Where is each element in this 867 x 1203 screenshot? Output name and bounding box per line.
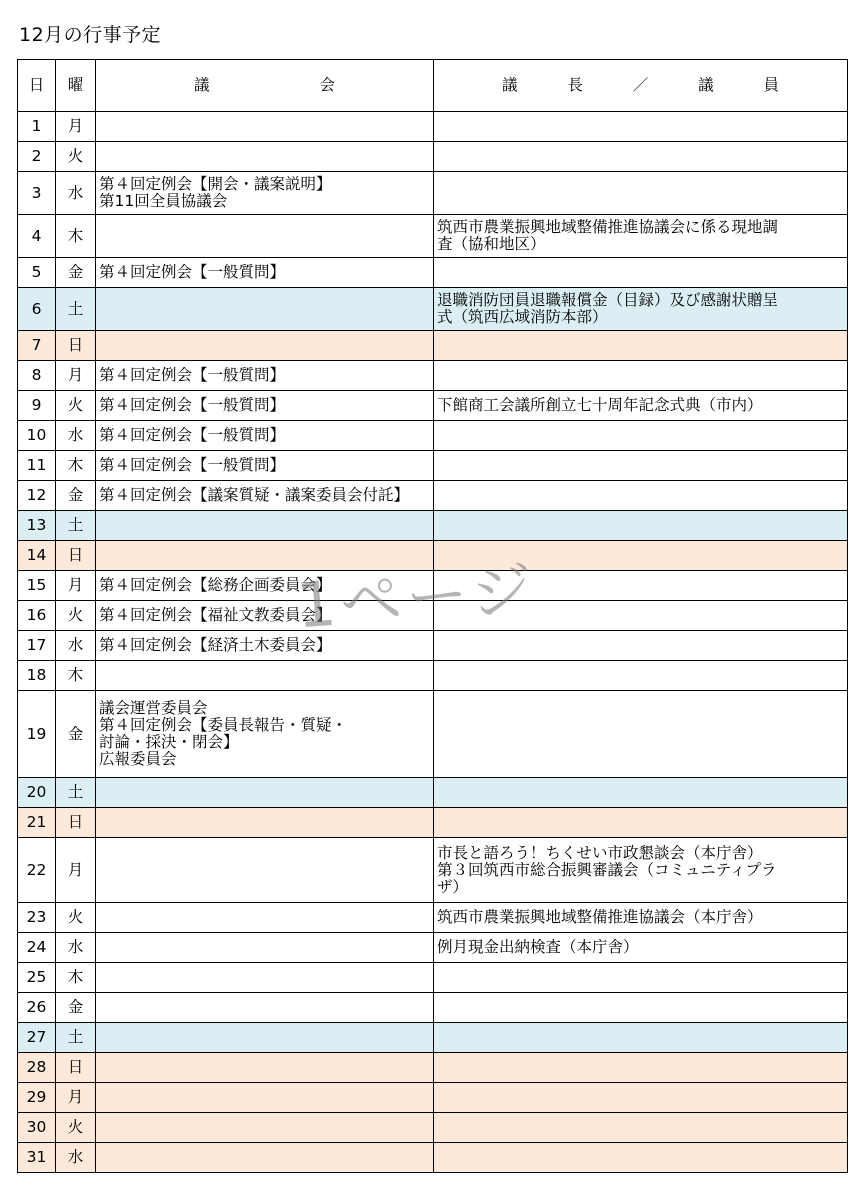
table-row bbox=[18, 1143, 848, 1173]
weekday-cell: 金 bbox=[56, 691, 96, 778]
day-cell: 26 bbox=[18, 993, 56, 1023]
weekday-cell: 月 bbox=[56, 571, 96, 601]
council-cell: 第４回定例会【一般質問】 bbox=[96, 451, 434, 481]
header-chair-member bbox=[434, 60, 848, 112]
table-row bbox=[18, 511, 848, 541]
weekday-cell: 日 bbox=[56, 808, 96, 838]
chair-member-cell bbox=[434, 963, 848, 993]
day-cell: 6 bbox=[18, 288, 56, 331]
weekday-cell: 火 bbox=[56, 142, 96, 172]
weekday-cell: 火 bbox=[56, 601, 96, 631]
weekday-cell: 木 bbox=[56, 451, 96, 481]
schedule-table bbox=[17, 59, 848, 1173]
weekday-cell: 水 bbox=[56, 933, 96, 963]
day-cell: 7 bbox=[18, 331, 56, 361]
day-cell: 30 bbox=[18, 1113, 56, 1143]
weekday-cell: 日 bbox=[56, 1053, 96, 1083]
table-row bbox=[18, 391, 848, 421]
table-row bbox=[18, 481, 848, 511]
chair-member-cell bbox=[434, 1083, 848, 1113]
day-cell: 17 bbox=[18, 631, 56, 661]
table-row bbox=[18, 571, 848, 601]
header-council bbox=[96, 60, 434, 112]
day-cell: 2 bbox=[18, 142, 56, 172]
chair-member-cell bbox=[434, 808, 848, 838]
chair-member-cell bbox=[434, 691, 848, 778]
table-row bbox=[18, 903, 848, 933]
weekday-cell: 月 bbox=[56, 1083, 96, 1113]
chair-member-cell bbox=[434, 993, 848, 1023]
day-cell: 16 bbox=[18, 601, 56, 631]
council-cell bbox=[96, 963, 434, 993]
weekday-cell: 火 bbox=[56, 903, 96, 933]
council-cell bbox=[96, 903, 434, 933]
header-council-part: 議 bbox=[193, 76, 210, 94]
council-cell: 第４回定例会【一般質問】 bbox=[96, 391, 434, 421]
day-cell: 10 bbox=[18, 421, 56, 451]
council-cell bbox=[96, 661, 434, 691]
day-cell: 9 bbox=[18, 391, 56, 421]
weekday-cell: 水 bbox=[56, 421, 96, 451]
chair-member-cell bbox=[434, 361, 848, 391]
table-row bbox=[18, 421, 848, 451]
table-row bbox=[18, 112, 848, 142]
chair-member-cell bbox=[434, 172, 848, 215]
chair-member-cell bbox=[434, 601, 848, 631]
council-cell: 第４回定例会【一般質問】 bbox=[96, 361, 434, 391]
table-row bbox=[18, 288, 848, 331]
council-cell bbox=[96, 1143, 434, 1173]
day-cell: 4 bbox=[18, 215, 56, 258]
council-cell bbox=[96, 288, 434, 331]
chair-member-cell bbox=[434, 258, 848, 288]
weekday-cell: 水 bbox=[56, 631, 96, 661]
header-chair-part: 議 bbox=[698, 76, 714, 94]
table-row bbox=[18, 451, 848, 481]
weekday-cell: 土 bbox=[56, 511, 96, 541]
table-row bbox=[18, 1113, 848, 1143]
weekday-cell: 土 bbox=[56, 1023, 96, 1053]
chair-member-cell: 市長と語ろう！ちくせい市政懇談会（本庁舎） 第３回筑西市総合振興審議会（コミュニティプラ ザ） bbox=[434, 838, 848, 903]
day-cell: 18 bbox=[18, 661, 56, 691]
council-cell bbox=[96, 838, 434, 903]
weekday-cell: 日 bbox=[56, 541, 96, 571]
table-row bbox=[18, 778, 848, 808]
weekday-cell: 月 bbox=[56, 112, 96, 142]
table-row bbox=[18, 215, 848, 258]
day-cell: 29 bbox=[18, 1083, 56, 1113]
chair-member-cell: 筑西市農業振興地域整備推進協議会（本庁舎） bbox=[434, 903, 848, 933]
chair-member-cell bbox=[434, 1023, 848, 1053]
table-row bbox=[18, 933, 848, 963]
council-cell bbox=[96, 331, 434, 361]
day-cell: 22 bbox=[18, 838, 56, 903]
chair-member-cell bbox=[434, 1113, 848, 1143]
weekday-cell: 月 bbox=[56, 361, 96, 391]
page-title: 12月の行事予定 bbox=[19, 24, 162, 46]
day-cell: 21 bbox=[18, 808, 56, 838]
day-cell: 23 bbox=[18, 903, 56, 933]
table-row bbox=[18, 808, 848, 838]
council-cell bbox=[96, 778, 434, 808]
chair-member-cell bbox=[434, 1053, 848, 1083]
council-cell: 第４回定例会【経済土木委員会】 bbox=[96, 631, 434, 661]
council-cell bbox=[96, 808, 434, 838]
day-cell: 14 bbox=[18, 541, 56, 571]
council-cell: 議会運営委員会 第４回定例会【委員長報告・質疑・ 討論・採決・閉会】 広報委員会 bbox=[96, 691, 434, 778]
chair-member-cell: 例月現金出納検査（本庁舎） bbox=[434, 933, 848, 963]
header-chair-part: 長 bbox=[567, 76, 583, 94]
header-day: 日 bbox=[18, 60, 56, 112]
council-cell bbox=[96, 1083, 434, 1113]
day-cell: 3 bbox=[18, 172, 56, 215]
day-cell: 15 bbox=[18, 571, 56, 601]
council-cell bbox=[96, 142, 434, 172]
weekday-cell: 土 bbox=[56, 288, 96, 331]
chair-member-cell: 筑西市農業振興地域整備推進協議会に係る現地調 査（協和地区） bbox=[434, 215, 848, 258]
chair-member-cell bbox=[434, 778, 848, 808]
table-row bbox=[18, 1023, 848, 1053]
day-cell: 25 bbox=[18, 963, 56, 993]
council-cell bbox=[96, 112, 434, 142]
chair-member-cell bbox=[434, 511, 848, 541]
weekday-cell: 水 bbox=[56, 172, 96, 215]
chair-member-cell bbox=[434, 451, 848, 481]
header-chair-part: 員 bbox=[763, 76, 780, 94]
table-row bbox=[18, 331, 848, 361]
day-cell: 1 bbox=[18, 112, 56, 142]
council-cell bbox=[96, 1053, 434, 1083]
chair-member-cell bbox=[434, 421, 848, 451]
day-cell: 31 bbox=[18, 1143, 56, 1173]
day-cell: 19 bbox=[18, 691, 56, 778]
weekday-cell: 木 bbox=[56, 215, 96, 258]
weekday-cell: 月 bbox=[56, 838, 96, 903]
weekday-cell: 水 bbox=[56, 1143, 96, 1173]
table-row bbox=[18, 838, 848, 903]
day-cell: 11 bbox=[18, 451, 56, 481]
council-cell: 第４回定例会【総務企画委員会】 bbox=[96, 571, 434, 601]
council-cell bbox=[96, 1113, 434, 1143]
chair-member-cell: 退職消防団員退職報償金（目録）及び感謝状贈呈 式（筑西広域消防本部） bbox=[434, 288, 848, 331]
council-cell bbox=[96, 993, 434, 1023]
weekday-cell: 火 bbox=[56, 391, 96, 421]
chair-member-cell: 下館商工会議所創立七十周年記念式典（市内） bbox=[434, 391, 848, 421]
table-row bbox=[18, 661, 848, 691]
table-row bbox=[18, 172, 848, 215]
chair-member-cell bbox=[434, 1143, 848, 1173]
table-row bbox=[18, 1053, 848, 1083]
header-council-part: 会 bbox=[319, 76, 335, 94]
table-row bbox=[18, 142, 848, 172]
council-cell bbox=[96, 511, 434, 541]
table-row bbox=[18, 258, 848, 288]
table-row bbox=[18, 631, 848, 661]
table-row bbox=[18, 601, 848, 631]
table-row bbox=[18, 993, 848, 1023]
header-row bbox=[18, 60, 848, 112]
weekday-cell: 金 bbox=[56, 993, 96, 1023]
council-cell: 第４回定例会【開会・議案説明】 第11回全員協議会 bbox=[96, 172, 434, 215]
page-watermark: 1ページ bbox=[294, 552, 539, 643]
day-cell: 28 bbox=[18, 1053, 56, 1083]
table-row bbox=[18, 1083, 848, 1113]
council-cell: 第４回定例会【福祉文教委員会】 bbox=[96, 601, 434, 631]
weekday-cell: 火 bbox=[56, 1113, 96, 1143]
day-cell: 24 bbox=[18, 933, 56, 963]
council-cell bbox=[96, 933, 434, 963]
council-cell: 第４回定例会【一般質問】 bbox=[96, 421, 434, 451]
weekday-cell: 土 bbox=[56, 778, 96, 808]
day-cell: 12 bbox=[18, 481, 56, 511]
weekday-cell: 金 bbox=[56, 481, 96, 511]
chair-member-cell bbox=[434, 112, 848, 142]
day-cell: 27 bbox=[18, 1023, 56, 1053]
chair-member-cell bbox=[434, 331, 848, 361]
chair-member-cell bbox=[434, 541, 848, 571]
council-cell bbox=[96, 541, 434, 571]
day-cell: 5 bbox=[18, 258, 56, 288]
council-cell bbox=[96, 215, 434, 258]
header-weekday: 曜 bbox=[56, 60, 96, 112]
weekday-cell: 木 bbox=[56, 963, 96, 993]
header-chair-part: ／ bbox=[632, 76, 649, 94]
table-row bbox=[18, 541, 848, 571]
chair-member-cell bbox=[434, 571, 848, 601]
council-cell: 第４回定例会【一般質問】 bbox=[96, 258, 434, 288]
council-cell: 第４回定例会【議案質疑・議案委員会付託】 bbox=[96, 481, 434, 511]
weekday-cell: 日 bbox=[56, 331, 96, 361]
chair-member-cell bbox=[434, 142, 848, 172]
chair-member-cell bbox=[434, 481, 848, 511]
council-cell bbox=[96, 1023, 434, 1053]
table-row bbox=[18, 963, 848, 993]
header-chair-part: 議 bbox=[501, 76, 518, 94]
chair-member-cell bbox=[434, 661, 848, 691]
weekday-cell: 金 bbox=[56, 258, 96, 288]
table-row bbox=[18, 691, 848, 778]
day-cell: 13 bbox=[18, 511, 56, 541]
table-row bbox=[18, 361, 848, 391]
chair-member-cell bbox=[434, 631, 848, 661]
weekday-cell: 木 bbox=[56, 661, 96, 691]
day-cell: 8 bbox=[18, 361, 56, 391]
day-cell: 20 bbox=[18, 778, 56, 808]
